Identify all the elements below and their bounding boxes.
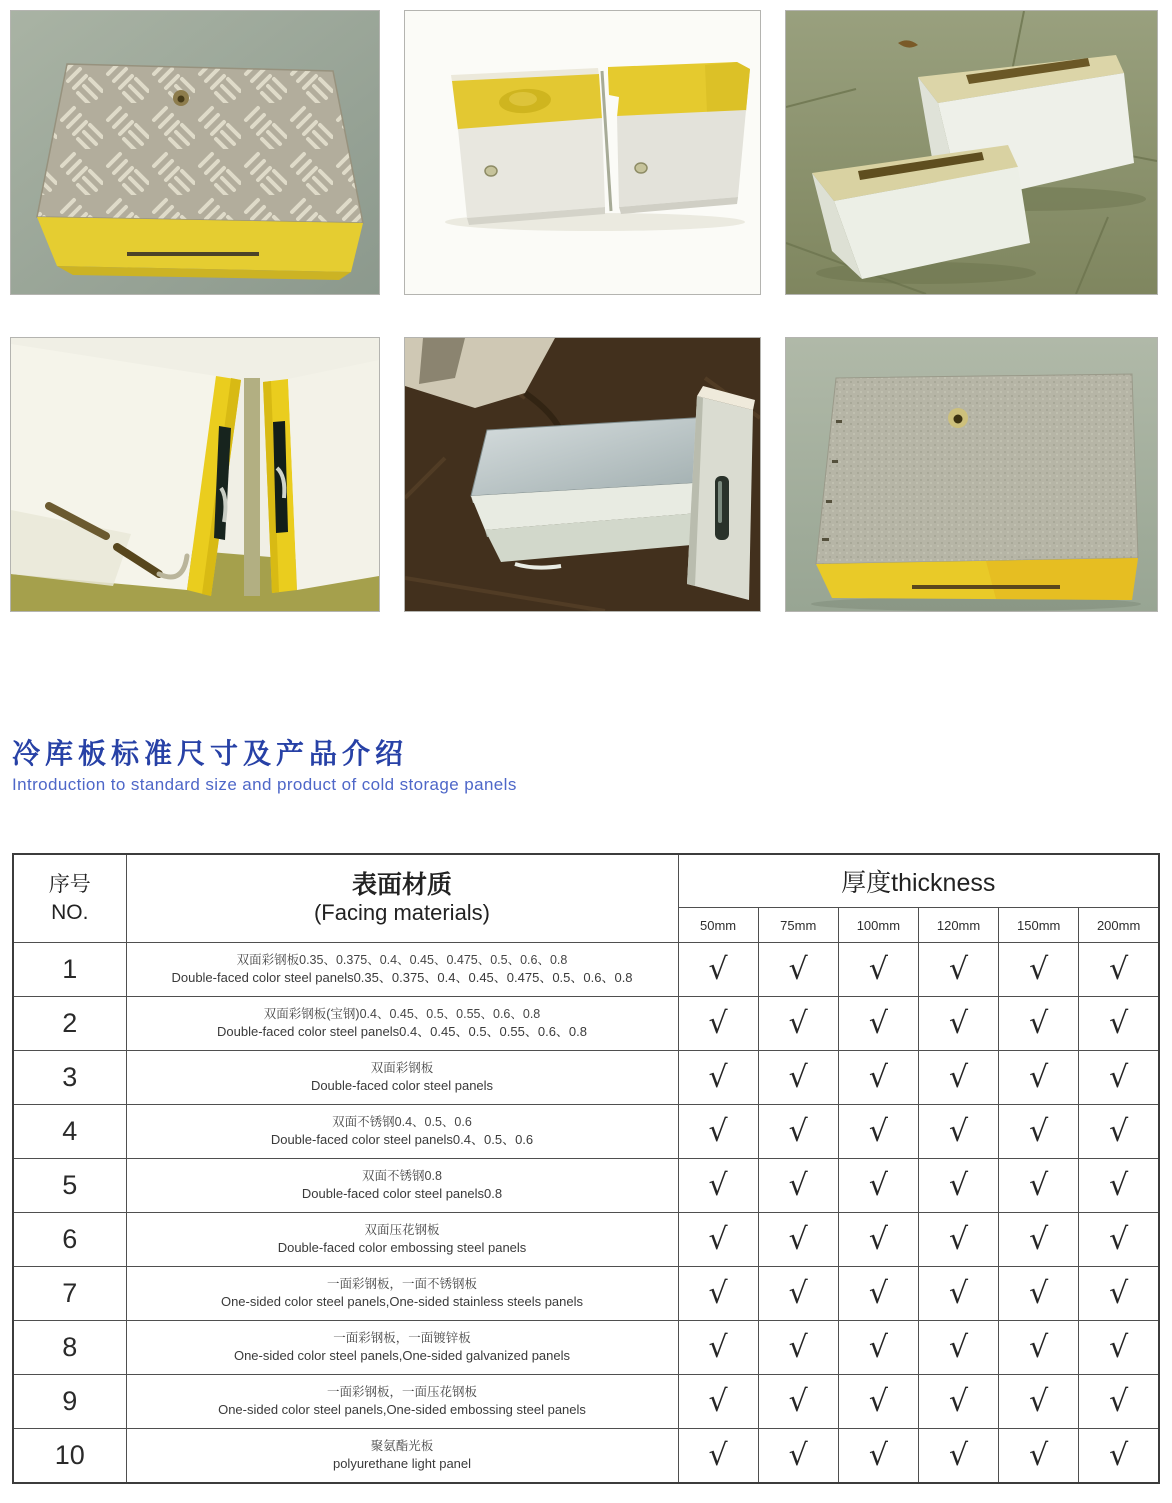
col-header-no-zh: 序号 <box>48 873 91 897</box>
check-mark: √ <box>918 1213 998 1267</box>
panel-spec-table <box>12 853 1160 1484</box>
check-mark: √ <box>838 997 918 1051</box>
panels-on-floor-illustration <box>786 11 1157 294</box>
check-mark: √ <box>678 1375 758 1429</box>
check-mark: √ <box>999 1213 1079 1267</box>
check-mark: √ <box>758 1213 838 1267</box>
check-mark: √ <box>918 1375 998 1429</box>
facing-material-cell <box>126 943 678 997</box>
col-header-facing <box>126 854 678 943</box>
check-mark: √ <box>838 1213 918 1267</box>
check-mark: √ <box>678 943 758 997</box>
facing-zh: 双面不锈钢0.8 <box>362 1169 442 1184</box>
facing-en: polyurethane light panel <box>332 1456 472 1472</box>
check-mark: √ <box>1079 1105 1159 1159</box>
row-number: 6 <box>13 1213 126 1267</box>
check-mark: √ <box>999 1429 1079 1484</box>
check-mark: √ <box>838 1159 918 1213</box>
facing-en: Double-faced color steel panels0.35、0.375、0.4、0.45、0.475、0.5、0.6、0.8 <box>171 970 633 986</box>
checker-plate-panel-photo <box>10 10 380 295</box>
row-number: 8 <box>13 1321 126 1375</box>
facing-zh: 一面彩钢板，一面镀锌板 <box>333 1331 471 1346</box>
row-number: 9 <box>13 1375 126 1429</box>
facing-material-cell <box>126 1321 678 1375</box>
check-mark: √ <box>1079 1429 1159 1484</box>
check-mark: √ <box>1079 943 1159 997</box>
table-row <box>13 943 1159 997</box>
facing-en: Double-faced color steel panels0.4、0.5、0.6 <box>270 1132 534 1148</box>
facing-zh: 双面彩钢板 <box>370 1061 434 1076</box>
facing-material-cell <box>126 997 678 1051</box>
row-number: 3 <box>13 1051 126 1105</box>
check-mark: √ <box>1079 1267 1159 1321</box>
embossed-panel-illustration <box>786 338 1157 611</box>
check-mark: √ <box>758 1105 838 1159</box>
facing-zh: 双面不锈钢0.4、0.5、0.6 <box>332 1115 472 1130</box>
check-mark: √ <box>758 1375 838 1429</box>
facing-zh: 双面彩钢板0.35、0.375、0.4、0.45、0.475、0.5、0.6、0.8 <box>236 953 568 968</box>
facing-material-cell <box>126 1051 678 1105</box>
thickness-option-200mm: 200mm <box>1079 908 1159 943</box>
check-mark: √ <box>758 943 838 997</box>
check-mark: √ <box>838 1429 918 1484</box>
col-header-no-en: NO. <box>51 900 89 924</box>
check-mark: √ <box>758 997 838 1051</box>
facing-en: Double-faced color embossing steel panels <box>277 1240 527 1256</box>
facing-en: Double-faced color steel panels0.8 <box>301 1186 503 1202</box>
page-subtitle: Introduction to standard size and product of cold storage panels <box>12 775 517 795</box>
facing-en: Double-faced color steel panels <box>310 1078 494 1094</box>
check-mark: √ <box>1079 1051 1159 1105</box>
section-heading <box>12 738 1172 795</box>
check-mark: √ <box>918 1321 998 1375</box>
check-mark: √ <box>678 1213 758 1267</box>
check-mark: √ <box>1079 1375 1159 1429</box>
metal-faced-panel-stack-photo <box>404 337 761 612</box>
check-mark: √ <box>758 1429 838 1484</box>
check-mark: √ <box>1079 1159 1159 1213</box>
metal-stack-illustration <box>405 338 760 611</box>
row-number: 4 <box>13 1105 126 1159</box>
facing-zh: 双面压花钢板 <box>364 1223 440 1238</box>
table-row <box>13 1159 1159 1213</box>
check-mark: √ <box>999 997 1079 1051</box>
col-header-no <box>13 854 126 943</box>
facing-en: Double-faced color steel panels0.4、0.45、0.5、0.55、0.6、0.8 <box>217 1024 587 1040</box>
facing-material-cell <box>126 1429 678 1484</box>
facing-zh: 双面彩钢板(宝钢)0.4、0.45、0.5、0.55、0.6、0.8 <box>263 1007 541 1022</box>
check-mark: √ <box>918 1159 998 1213</box>
row-number: 10 <box>13 1429 126 1484</box>
check-mark: √ <box>1079 997 1159 1051</box>
check-mark: √ <box>918 1267 998 1321</box>
check-mark: √ <box>678 1267 758 1321</box>
check-mark: √ <box>918 943 998 997</box>
check-mark: √ <box>838 1105 918 1159</box>
check-mark: √ <box>838 1375 918 1429</box>
check-mark: √ <box>918 1105 998 1159</box>
col-header-facing-zh: 表面材质 <box>351 871 452 900</box>
tongue-groove-joint-illustration <box>405 11 760 294</box>
col-header-facing-en: (Facing materials) <box>313 900 491 926</box>
check-mark: √ <box>678 997 758 1051</box>
table-row <box>13 1267 1159 1321</box>
thickness-option-50mm: 50mm <box>678 908 758 943</box>
check-mark: √ <box>999 1159 1079 1213</box>
check-mark: √ <box>758 1321 838 1375</box>
check-mark: √ <box>999 1105 1079 1159</box>
check-mark: √ <box>999 1051 1079 1105</box>
facing-material-cell <box>126 1105 678 1159</box>
table-row <box>13 1375 1159 1429</box>
product-photo-gallery <box>0 0 1172 612</box>
table-row <box>13 1429 1159 1484</box>
row-number: 1 <box>13 943 126 997</box>
check-mark: √ <box>678 1159 758 1213</box>
check-mark: √ <box>999 1267 1079 1321</box>
thickness-option-120mm: 120mm <box>918 908 998 943</box>
check-mark: √ <box>758 1051 838 1105</box>
check-mark: √ <box>838 943 918 997</box>
check-mark: √ <box>838 1321 918 1375</box>
facing-material-cell <box>126 1213 678 1267</box>
check-mark: √ <box>678 1105 758 1159</box>
table-row <box>13 1321 1159 1375</box>
check-mark: √ <box>758 1159 838 1213</box>
row-number: 2 <box>13 997 126 1051</box>
check-mark: √ <box>678 1321 758 1375</box>
checker-plate-panel-illustration <box>11 11 379 294</box>
table-row <box>13 1213 1159 1267</box>
two-white-panels-on-floor-photo <box>785 10 1158 295</box>
table-row <box>13 1105 1159 1159</box>
check-mark: √ <box>838 1267 918 1321</box>
check-mark: √ <box>838 1051 918 1105</box>
check-mark: √ <box>999 1321 1079 1375</box>
thickness-option-150mm: 150mm <box>999 908 1079 943</box>
check-mark: √ <box>999 1375 1079 1429</box>
page-title: 冷库板标准尺寸及产品介绍 <box>12 738 409 769</box>
row-number: 7 <box>13 1267 126 1321</box>
facing-zh: 聚氨酯光板 <box>370 1439 434 1454</box>
facing-material-cell <box>126 1159 678 1213</box>
col-header-thickness: 厚度thickness <box>678 854 1159 908</box>
facing-en: One-sided color steel panels,One-sided stainless steels panels <box>220 1294 584 1310</box>
check-mark: √ <box>1079 1213 1159 1267</box>
check-mark: √ <box>918 1429 998 1484</box>
facing-zh: 一面彩钢板，一面压花钢板 <box>326 1385 477 1400</box>
facing-en: One-sided color steel panels,One-sided embossing steel panels <box>218 1402 586 1418</box>
facing-zh: 一面彩钢板，一面不锈钢板 <box>326 1277 477 1292</box>
facing-material-cell <box>126 1375 678 1429</box>
check-mark: √ <box>758 1267 838 1321</box>
check-mark: √ <box>918 1051 998 1105</box>
cam-lock-panel-edges-photo <box>10 337 380 612</box>
tongue-groove-joint-panels-photo <box>404 10 761 295</box>
facing-material-cell <box>126 1267 678 1321</box>
table-row <box>13 997 1159 1051</box>
facing-en: One-sided color steel panels,One-sided galvanized panels <box>233 1348 571 1364</box>
embossed-panel-top-photo <box>785 337 1158 612</box>
check-mark: √ <box>1079 1321 1159 1375</box>
thickness-option-75mm: 75mm <box>758 908 838 943</box>
check-mark: √ <box>678 1429 758 1484</box>
check-mark: √ <box>918 997 998 1051</box>
table-header-row <box>13 854 1159 908</box>
check-mark: √ <box>999 943 1079 997</box>
thickness-option-100mm: 100mm <box>838 908 918 943</box>
cam-lock-edges-illustration <box>11 338 379 611</box>
table-row <box>13 1051 1159 1105</box>
row-number: 5 <box>13 1159 126 1213</box>
check-mark: √ <box>678 1051 758 1105</box>
